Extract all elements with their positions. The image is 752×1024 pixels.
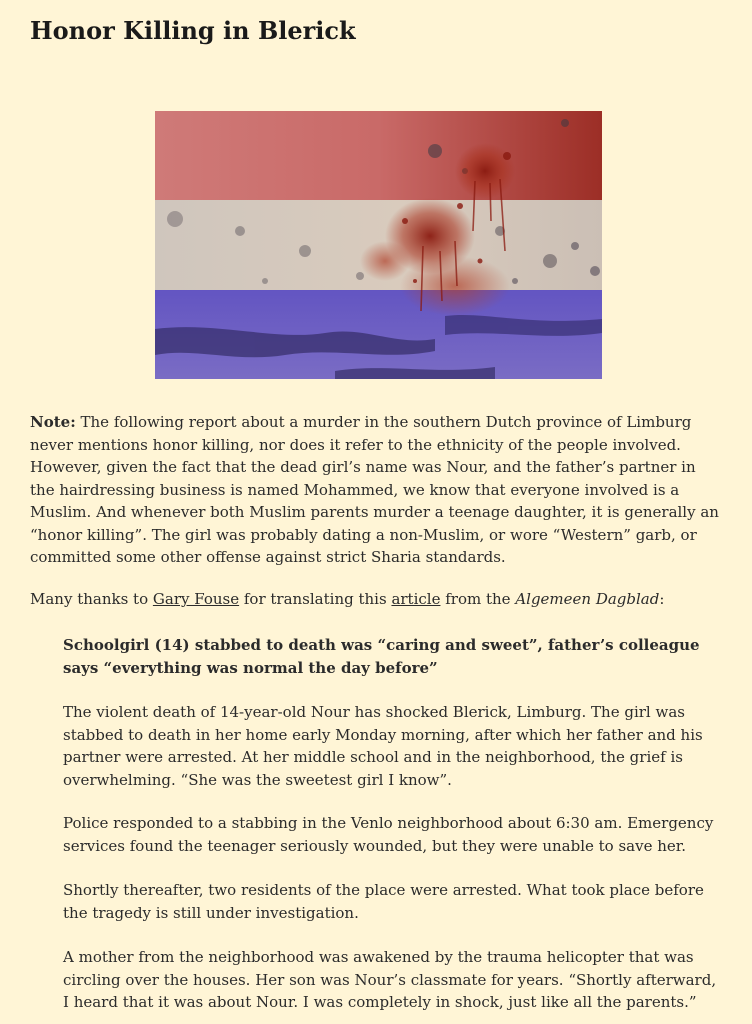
quote-paragraph: Police responded to a stabbing in the Venlo neighborhood about 6:30 am. Emergency services found the teenager seriously wounded, but they were unable to save her. xyxy=(63,814,714,855)
quote-paragraph: Shortly thereafter, two residents of the place were arrested. What took place before the tragedy is still under investigation. xyxy=(63,881,704,922)
article-title: Honor Killing in Blerick xyxy=(30,16,356,45)
quote-paragraph: A mother from the neighborhood was awakened by the trauma helicopter that was circling over the houses. Her son was Nour’s classmate for years. “Shortly afterward, I heard that it was about Nour. I was completely in shock, just like all the parents.” xyxy=(63,948,717,1011)
credit-from: from the xyxy=(440,590,516,608)
translation-credit xyxy=(30,588,724,611)
blood-stained-dutch-flag-image xyxy=(155,111,602,379)
note-label: Note: xyxy=(30,413,76,431)
translated-article-blockquote xyxy=(63,634,723,1011)
credit-prefix: Many thanks to xyxy=(30,590,153,608)
note-text: The following report about a murder in the southern Dutch province of Limburg never mentions honor killing, nor does it refer to the ethnicity of the people involved. However, given the fact that the dead girl’s name was Nour, and the father’s partner in the hairdressing business is named Mohammed, we know that everyone involved is a Muslim. And whenever both Muslim parents murder a teenage daughter, it is generally an “honor killing”. The girl was probably dating a non-Muslim, or wore “Western” garb, or committed some other offense against strict Sharia standards. xyxy=(30,413,719,566)
credit-suffix: : xyxy=(659,590,665,608)
translator-link[interactable]: Gary Fouse xyxy=(152,590,240,608)
quoted-headline: Schoolgirl (14) stabbed to death was “caring and sweet”, father’s colleague says “everything was normal the day before” xyxy=(63,636,700,677)
editor-note-paragraph xyxy=(30,411,724,569)
quote-paragraph: The violent death of 14-year-old Nour has shocked Blerick, Limburg. The girl was stabbed to death in her home early Monday morning, after which her father and his partner were arrested. At her middle school and in the neighborhood, the grief is overwhelming. “She was the sweetest girl I know”. xyxy=(63,703,703,789)
source-publication: Algemeen Dagblad xyxy=(515,590,660,608)
credit-middle: for translating this xyxy=(239,590,392,608)
source-article-link[interactable]: article xyxy=(391,590,441,608)
